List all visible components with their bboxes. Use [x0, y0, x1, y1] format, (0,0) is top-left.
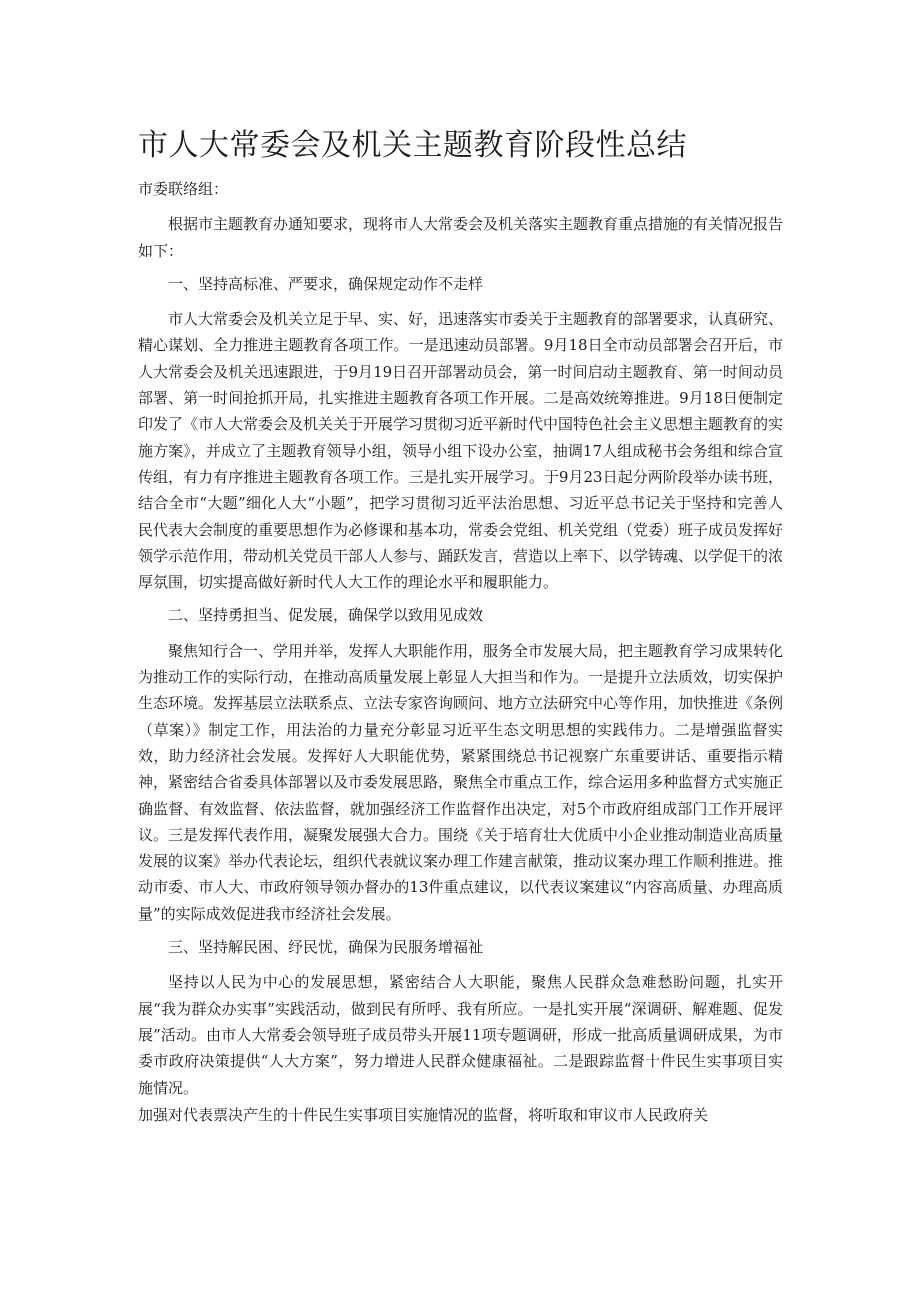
section-1-paragraph: 市人大常委会及机关立足于早、实、好，迅速落实市委关于主题教育的部署要求，认真研究、精心谋划、全力推进主题教育各项工作。一是迅速动员部署。9月18日全市动员部署会召开后，市人大常委会及机关迅速跟进，于9月19日召开部署动员会，第一时间启动主题教育、第一时间动员部署、第一时间抢抓开局，扎实推进主题教育各项工作开展。二是高效统筹推进。9月18日便制定印发了《市人大常委会及机关关于开展学习贯彻习近平新时代中国特色社会主义思想主题教育的实施方案》，并成立了主题教育领导小组，领导小组下设办公室，抽调17人组成秘书会务组和综合宣传组，有力有序推进主题教育各项工作。三是扎实开展学习。于9月23日起分两阶段举办读书班，结合全市“大题”细化人大“小题”，把学习贯彻习近平法治思想、习近平总书记关于坚持和完善人民代表大会制度的重要思想作为必修课和基本功，常委会党组、机关党组（党委）班子成员发挥好领学示范作用，带动机关党员干部人人参与、踊跃发言，营造以上率下、以学铸魂、以学促干的浓厚氛围，切实提高做好新时代人大工作的理论水平和履职能力。	[138, 310, 784, 592]
section-3-paragraph: 坚持以人民为中心的发展思想，紧密结合人大职能，聚焦人民群众急难愁盼问题，扎实开展“我为群众办实事”实践活动，做到民有所呼、我有所应。一是扎实开展“深调研、解难题、促发展”活动。由市人大常委会领导班子成员带头开展11项专题调研，形成一批高质量调研成果，为市委市政府决策提供“人大方案”，努力增进人民群众健康福祉。二是跟踪监督十件民生实事项目实施情况。	[138, 973, 783, 1097]
section-3-heading: 三、坚持解民困、纾民忧，确保为民服务增福祉	[168, 938, 484, 957]
section-2-heading: 二、坚持勇担当、促发展，确保学以致用见成效	[168, 606, 484, 625]
document-title: 市人大常委会及机关主题教育阶段性总结	[138, 128, 687, 163]
document-body	[138, 176, 783, 1128]
section-3-continuation: 加强对代表票决产生的十件民生实事项目实施情况的监督，将听取和审议市人民政府关	[138, 1105, 709, 1124]
section-2-paragraph: 聚焦知行合一、学用并举，发挥人大职能作用，服务全市发展大局，把主题教育学习成果转化为推动工作的实际行动，在推动高质量发展上彰显人大担当和作为。一是提升立法质效，切实保护生态环境。发挥基层立法联系点、立法专家咨询顾问、地方立法研究中心等作用，加快推进《条例（草案）》制定工作，用法治的力量充分彰显习近平生态文明思想的实践伟力。二是增强监督实效，助力经济社会发展。发挥好人大职能优势，紧紧围绕总书记视察广东重要讲话、重要指示精神，紧密结合省委具体部署以及市委发展思路，聚焦全市重点工作，综合运用多种监督方式实施正确监督、有效监督、依法监督，就加强经济工作监督作出决定，对5个市政府组成部门工作开展评议。三是发挥代表作用，凝聚发展强大合力。围绕《关于培育壮大优质中小企业推动制造业高质量发展的议案》举办代表论坛，组织代表就议案办理工作建言献策，推动议案办理工作顺利推进。推动市委、市人大、市政府领导领办督办的13件重点建议，以代表议案建议“内容高质量、办理高质量”的实际成效促进我市经济社会发展。	[138, 641, 784, 923]
salutation: 市委联络组：	[138, 180, 229, 198]
intro-paragraph: 根据市主题教育办通知要求，现将市人大常委会及机关落实主题教育重点措施的有关情况报告如下：	[138, 215, 784, 260]
section-1-heading: 一、坚持高标准、严要求，确保规定动作不走样	[168, 274, 484, 293]
